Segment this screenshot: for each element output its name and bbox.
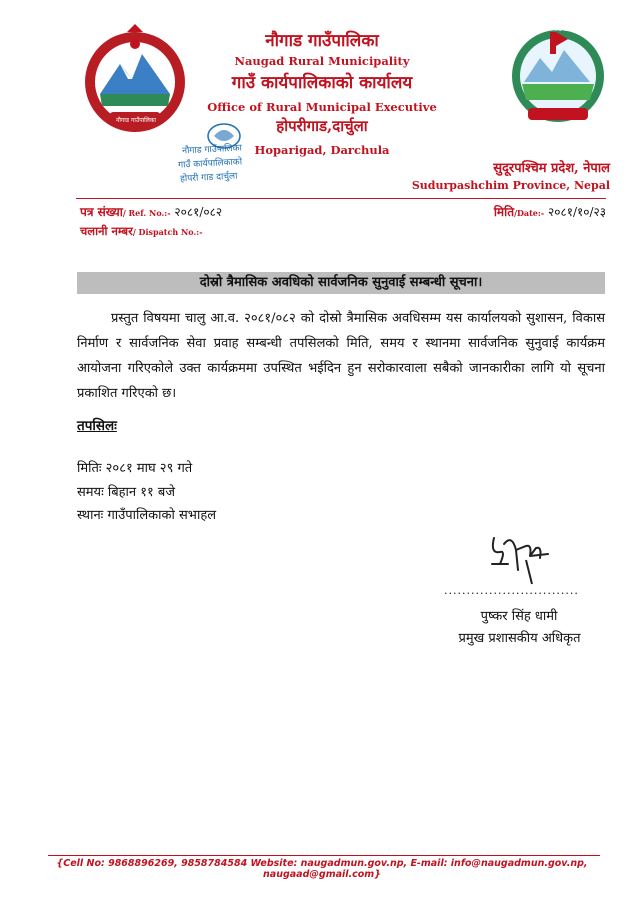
detail-date: मितिः २०८१ माघ २९ गते bbox=[77, 461, 193, 476]
signature-line: .............................. bbox=[444, 584, 579, 597]
notice-body: प्रस्तुत विषयमा चालु आ.व. २०८१/०८२ को दोस्रो त्रैमासिक अवधिसम्म यस कार्यालयको सुशासन, विकास निर्माण र सार्वजनिक सेवा प्रवाह सम्बन्धी तपसिलको मिति, समय र स्थानमा सार्वजनिक सुनुवाई कार्यक्रम आयोजना गरिएकोले उक्त कार्यक्रममा उपस्थित भईदिन हुन सरोकारवाला सबैको जानकारीका लागि यो सूचना प्रकाशित गरिएको छ। bbox=[77, 311, 605, 401]
municipality-title-en: Naugad Rural Municipality bbox=[234, 54, 410, 68]
details-heading: तपसिलः bbox=[77, 418, 117, 434]
office-title-en: Office of Rural Municipal Executive bbox=[207, 100, 437, 114]
letter-date bbox=[494, 203, 606, 220]
header-rule bbox=[76, 198, 606, 199]
ref-label-en: / Ref. No.:- bbox=[122, 208, 171, 218]
subject-banner: दोस्रो त्रैमासिक अवधिको सार्वजनिक सुनुवाई सम्बन्धी सूचना। bbox=[77, 272, 605, 294]
footer-rule bbox=[48, 855, 600, 856]
dispatch-label-en: / Dispatch No.:- bbox=[132, 227, 203, 237]
signature-image bbox=[486, 530, 556, 586]
signatory-name: पुष्कर सिंह धामी bbox=[480, 609, 558, 624]
date-value: २०८१/१०/२३ bbox=[544, 205, 606, 219]
right-emblem-caption: नौगाड गाउँपालिका bbox=[534, 25, 582, 33]
date-label-np: मिति bbox=[493, 205, 515, 219]
date-label-en: /Date:- bbox=[514, 208, 545, 218]
municipality-title-np: नौगाड गाउँपालिका bbox=[265, 31, 379, 51]
signatory-post: प्रमुख प्रशासकीय अधिकृत bbox=[458, 631, 581, 646]
province-en: Sudurpashchim Province, Nepal bbox=[411, 179, 610, 192]
detail-venue: स्थानः गाउँपालिकाको सभाहल bbox=[77, 508, 217, 523]
ref-number bbox=[80, 203, 222, 220]
province-np: सुदूरपश्चिम प्रदेश, नेपाल bbox=[493, 161, 610, 176]
place-np: होपरीगाड,दार्चुला bbox=[276, 117, 368, 135]
ref-value: २०८१/०८२ bbox=[170, 205, 223, 219]
handwritten-signature-icon bbox=[486, 530, 556, 586]
stamp-text-2: गाउँ कार्यपालिकाको bbox=[177, 157, 243, 171]
place-en: Hoparigad, Darchula bbox=[254, 143, 390, 157]
detail-time: समयः बिहान ११ बजे bbox=[77, 485, 175, 500]
footer-contact: {Cell No: 9868896269, 9858784584 Website: naugadmun.gov.np, E-mail: info@naugadmun.gov.np, naugaad@gmail.com} bbox=[56, 858, 588, 880]
dispatch-number bbox=[80, 224, 203, 239]
left-emblem-caption: नौगाड गाउँपालिका bbox=[116, 117, 156, 124]
ref-label-np: पत्र संख्या bbox=[80, 205, 123, 219]
stamp-text-1: नौगाड गाउँपालिका bbox=[181, 143, 243, 157]
stamp-text-3: होपरी गाड दार्चुला bbox=[179, 171, 238, 185]
dispatch-label-np: चलानी नम्बर bbox=[80, 224, 133, 238]
office-title-np: गाउँ कार्यपालिकाको कार्यालय bbox=[231, 73, 413, 93]
